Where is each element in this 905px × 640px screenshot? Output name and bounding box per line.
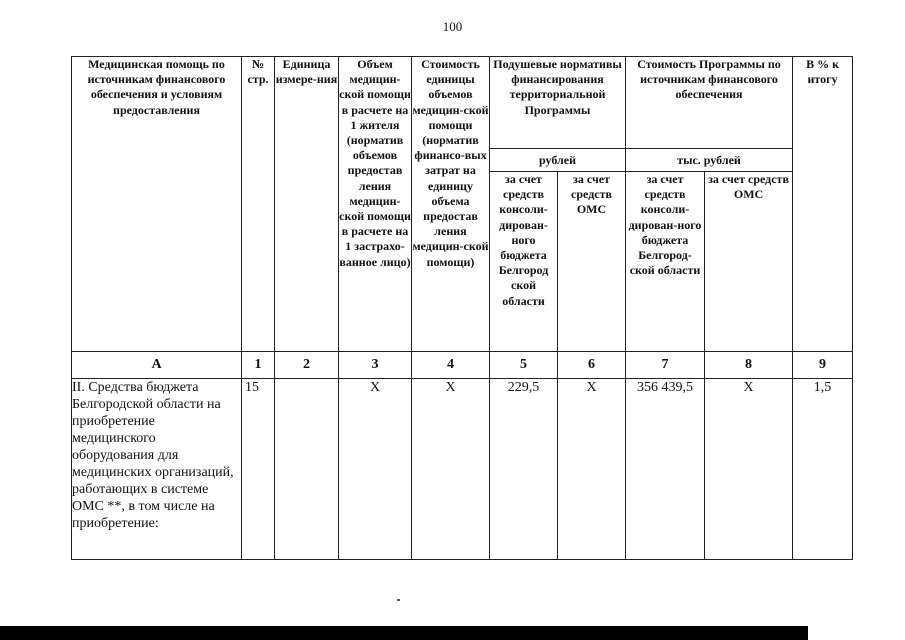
column-index-cell: 4 bbox=[412, 352, 490, 379]
column-index-cell: А bbox=[72, 352, 242, 379]
table-row bbox=[72, 379, 853, 560]
header-unit-thousand-rubles: тыс. рублей bbox=[626, 149, 793, 172]
header-unit: Единица измере-ния bbox=[275, 57, 339, 352]
header-volume: Объем медицин-ской помощи в расчете на 1 жителя (норматив объемов предостав ления медицин-ской помощи в расчете на 1 застрахо-ванное лицо) bbox=[339, 57, 412, 352]
column-index-cell: 5 bbox=[490, 352, 558, 379]
header-program-cost-group: Стоимость Программы по источникам финансового обеспечения bbox=[626, 57, 793, 149]
scan-speck bbox=[397, 599, 400, 601]
row-percent-total: 1,5 bbox=[793, 379, 853, 560]
header-unit-cost: Стоимость единицы объемов медицин-ской помощи (норматив финансо-вых затрат на единицу объема предостав ления медицин-ской помощи) bbox=[412, 57, 490, 352]
row-cost-budget: 356 439,5 bbox=[626, 379, 705, 560]
header-percent-total: В % к итогу bbox=[793, 57, 853, 352]
header-cost-budget: за счет средств консоли-дирован-ного бюджета Белгород-ской области bbox=[626, 172, 705, 352]
column-index-cell: 6 bbox=[558, 352, 626, 379]
row-cost-oms: X bbox=[705, 379, 793, 560]
column-index-cell: 3 bbox=[339, 352, 412, 379]
header-cost-oms: за счет средств ОМС bbox=[705, 172, 793, 352]
row-per-capita-budget: 229,5 bbox=[490, 379, 558, 560]
column-index-row bbox=[72, 352, 853, 379]
row-unit bbox=[275, 379, 339, 560]
column-index-cell: 9 bbox=[793, 352, 853, 379]
program-cost-table bbox=[71, 56, 853, 560]
header-unit-rubles: рублей bbox=[490, 149, 626, 172]
row-care-type: II. Средства бюджета Белгородской области на приобретение медицинского оборудования для медицинских организаций, работающих в системе ОМС **, в том числе на приобретение: bbox=[72, 379, 242, 560]
header-care-type: Медицинская помощь по источникам финансового обеспечения и условиям предоставления bbox=[72, 57, 242, 352]
column-index-cell: 8 bbox=[705, 352, 793, 379]
header-per-capita-group: Подушевые нормативы финансирования территориальной Программы bbox=[490, 57, 626, 149]
row-per-capita-oms: X bbox=[558, 379, 626, 560]
header-line-number: № стр. bbox=[242, 57, 275, 352]
page-number: 100 bbox=[442, 19, 463, 34]
row-line-number: 15 bbox=[242, 379, 275, 560]
column-index-cell: 1 bbox=[242, 352, 275, 379]
header-per-capita-oms: за счет средств ОМС bbox=[558, 172, 626, 352]
column-index-cell: 7 bbox=[626, 352, 705, 379]
header-per-capita-budget: за счет средств консоли-дирован-ного бюджета Белгород ской области bbox=[490, 172, 558, 352]
row-volume: X bbox=[339, 379, 412, 560]
column-index-cell: 2 bbox=[275, 352, 339, 379]
scan-edge-bar bbox=[0, 626, 808, 640]
row-unit-cost: X bbox=[412, 379, 490, 560]
